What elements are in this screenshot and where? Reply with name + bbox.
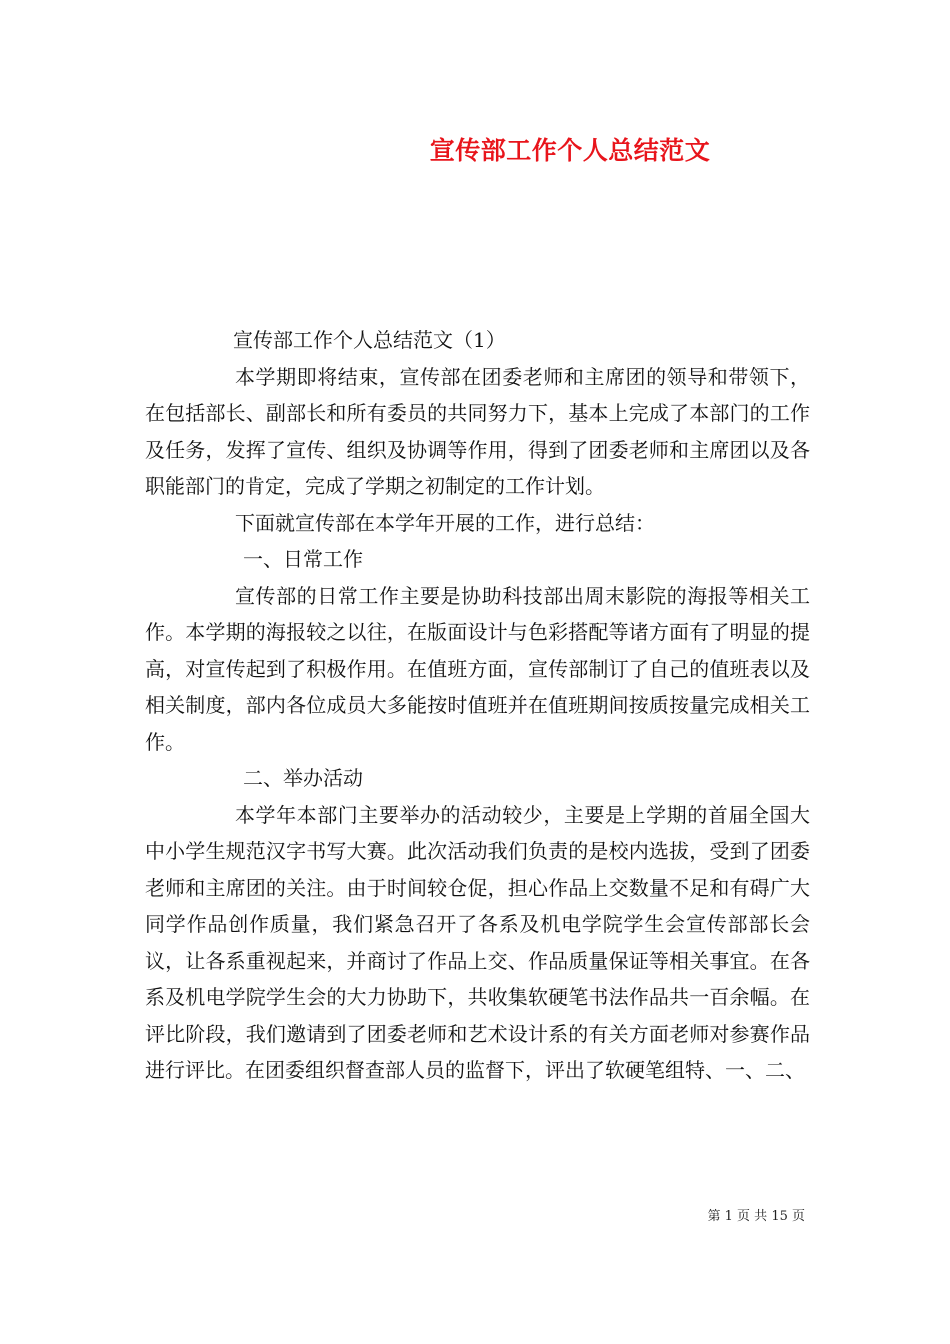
paragraph-activities: 本学年本部门主要举办的活动较少，主要是上学期的首届全国大中小学生规范汉字书写大赛。此次活动我们负责的是校内选拔，受到了团委老师和主席团的关注。由于时间较仓促，担心作品上交数量不足和有碍广大同学作品创作质量，我们紧急召开了各系及机电学院学生会宣传部部长会议，让各系重视起来，并商讨了作品上交、作品质量保证等相关事宜。在各系及机电学院学生会的大力协助下，共收集软硬笔书法作品共一百余幅。在评比阶段，我们邀请到了团委老师和艺术设计系的有关方面老师对参赛作品进行评比。在团委组织督查部人员的监督下，评出了软硬笔组特、一、二、: [145, 802, 810, 1082]
paragraph-daily-work: 宣传部的日常工作主要是协助科技部出周末影院的海报等相关工作。本学期的海报较之以往，在版面设计与色彩搭配等诸方面有了明显的提高，对宣传起到了积极作用。在值班方面，宣传部制订了自己的值班表以及相关制度，部内各位成员大多能按时值班并在值班期间按质按量完成相关工作。: [145, 583, 810, 754]
document-title: 宣传部工作个人总结范文: [429, 136, 711, 165]
page-footer: 第 1 页 共 15 页: [707, 1209, 805, 1224]
heading-activities: 二、举办活动: [243, 766, 363, 790]
document-body: [145, 322, 810, 1089]
paragraph-summary-lead: 下面就宣传部在本学年开展的工作，进行总结：: [235, 510, 655, 535]
section-subtitle: 宣传部工作个人总结范文（1）: [233, 328, 506, 352]
heading-daily-work: 一、日常工作: [243, 547, 363, 571]
paragraph-intro: 本学期即将结束，宣传部在团委老师和主席团的领导和带领下，在包括部长、副部长和所有委员的共同努力下，基本上完成了本部门的工作及任务，发挥了宣传、组织及协调等作用，得到了团委老师和主席团以及各职能部门的肯定，完成了学期之初制定的工作计划。: [145, 364, 810, 498]
